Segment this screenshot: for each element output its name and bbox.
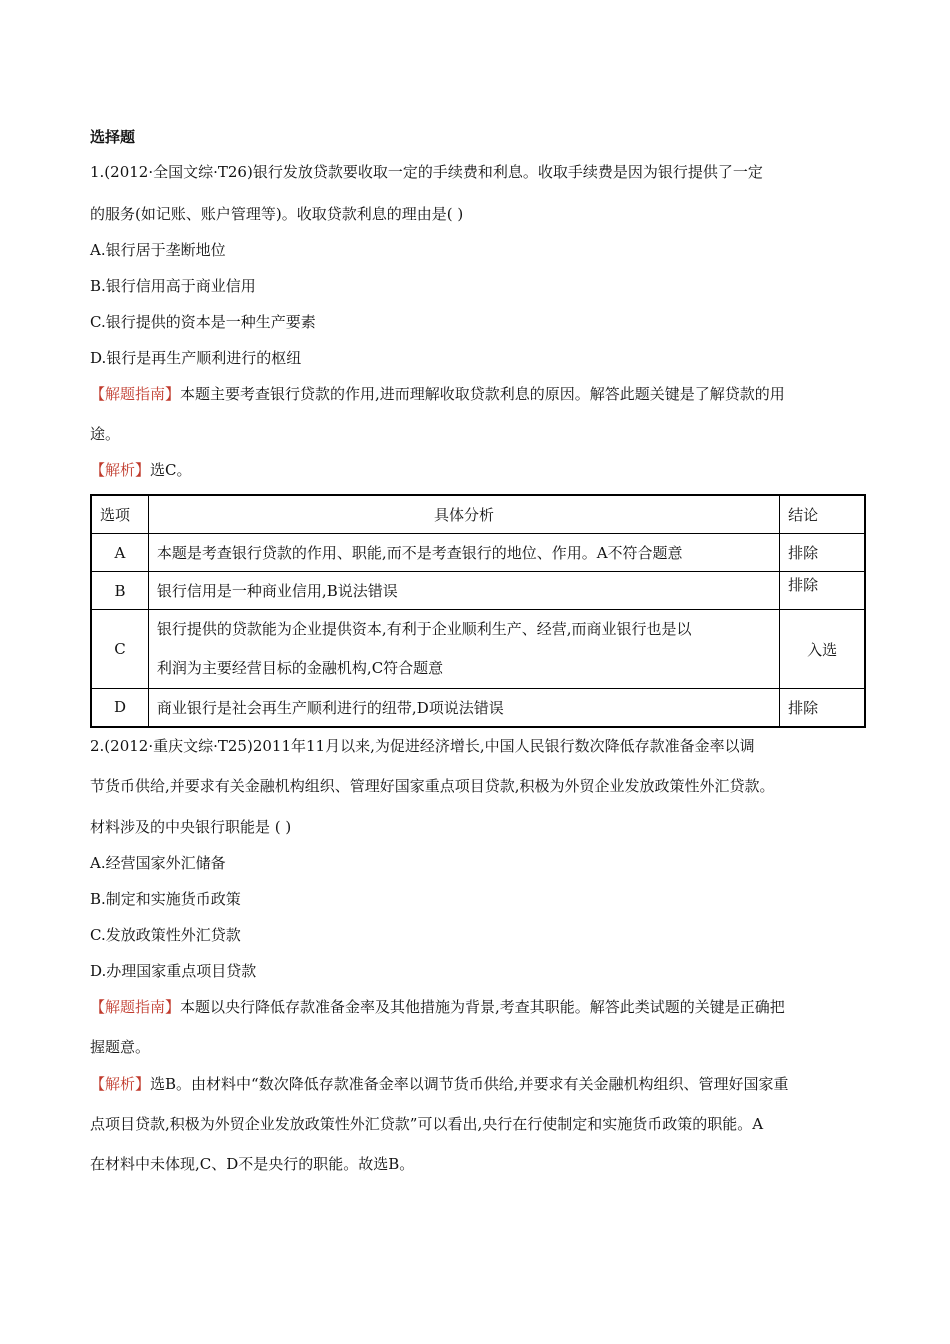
q2-answer-line1: [90, 1074, 788, 1094]
table-cell-analysis: 本题是考查银行贷款的作用、职能,而不是考查银行的地位、作用。A不符合题意: [148, 534, 779, 572]
table-row: [91, 534, 865, 572]
q1-guide-label: 【解题指南】: [90, 385, 181, 403]
q2-guide-line1: [90, 997, 785, 1017]
table-cell-option: A: [91, 534, 148, 572]
q2-option-a: A.经营国家外汇储备: [90, 854, 226, 872]
q2-option-d: D.办理国家重点项目贷款: [90, 962, 257, 980]
q1-option-a: A.银行居于垄断地位: [90, 241, 226, 259]
q1-answer-line: [90, 460, 192, 480]
table-cell-conclusion: 排除: [780, 534, 865, 572]
q2-option-b: B.制定和实施货币政策: [90, 890, 241, 908]
q2-answer-line2: 点项目贷款,积极为外贸企业发放政策性外汇贷款”可以看出,央行在行使制定和实施货币政策的职能。A: [90, 1115, 764, 1133]
table-cell-analysis: 商业银行是社会再生产顺利进行的纽带,D项说法错误: [148, 689, 779, 727]
q2-guide-line2: 握题意。: [90, 1038, 151, 1056]
section-title: 选择题: [90, 128, 136, 146]
table-cell-analysis-line1: 银行提供的贷款能为企业提供资本,有利于企业顺利生产、经营,而商业银行也是以: [156, 620, 692, 638]
q1-option-b: B.银行信用高于商业信用: [90, 277, 256, 295]
table-cell-option: D: [91, 689, 148, 727]
table-cell-analysis: 银行信用是一种商业信用,B说法错误: [148, 572, 779, 610]
q1-stem-line2: 的服务(如记账、账户管理等)。收取贷款利息的理由是( ): [90, 205, 464, 223]
q1-stem-line1: 1.(2012·全国文综·T26)银行发放贷款要收取一定的手续费和利息。收取手续费是因为银行提供了一定: [90, 163, 763, 181]
table-row: [91, 572, 865, 610]
q2-answer-text: 选B。由材料中“数次降低存款准备金率以调节货币供给,并要求有关金融机构组织、管理好国家重: [150, 1075, 789, 1093]
table-cell-option: C: [91, 610, 148, 689]
q2-guide-label: 【解题指南】: [90, 998, 181, 1016]
table-cell-option: B: [91, 572, 148, 610]
table-header-analysis: 具体分析: [148, 495, 779, 534]
table-cell-analysis-line2: 利润为主要经营目标的金融机构,C符合题意: [156, 659, 444, 677]
table-header-conclusion: 结论: [780, 495, 865, 534]
q2-answer-line3: 在材料中未体现,C、D不是央行的职能。故选B。: [90, 1155, 415, 1173]
q1-guide-line2: 途。: [90, 425, 121, 443]
q1-option-c: C.银行提供的资本是一种生产要素: [90, 313, 316, 331]
table-cell-conclusion: 排除: [780, 572, 865, 610]
q1-guide-text: 本题主要考查银行贷款的作用,进而理解收取贷款利息的原因。解答此题关键是了解贷款的用: [180, 385, 785, 403]
q2-stem-line3: 材料涉及的中央银行职能是 ( ): [90, 818, 292, 836]
table-header-option: 选项: [91, 495, 148, 534]
table-row: [91, 610, 865, 689]
q2-option-c: C.发放政策性外汇贷款: [90, 926, 241, 944]
table-cell-analysis: [148, 610, 779, 689]
table-cell-conclusion: 排除: [780, 689, 865, 727]
q2-answer-label: 【解析】: [90, 1075, 151, 1093]
table-header-row: [91, 495, 865, 534]
table-row: [91, 689, 865, 727]
table-cell-conclusion: 入选: [780, 610, 865, 689]
analysis-table: [90, 494, 866, 728]
q2-stem-line2: 节货币供给,并要求有关金融机构组织、管理好国家重点项目贷款,积极为外贸企业发放政策性外汇贷款。: [90, 777, 775, 795]
q2-guide-text: 本题以央行降低存款准备金率及其他措施为背景,考查其职能。解答此类试题的关键是正确把: [180, 998, 785, 1016]
q2-stem-line1: 2.(2012·重庆文综·T25)2011年11月以来,为促进经济增长,中国人民银行数次降低存款准备金率以调: [90, 737, 755, 755]
q1-option-d: D.银行是再生产顺利进行的枢纽: [90, 349, 302, 367]
q1-answer-label: 【解析】: [90, 461, 151, 479]
q1-answer-text: 选C。: [150, 461, 192, 479]
q1-guide-line1: [90, 384, 785, 404]
